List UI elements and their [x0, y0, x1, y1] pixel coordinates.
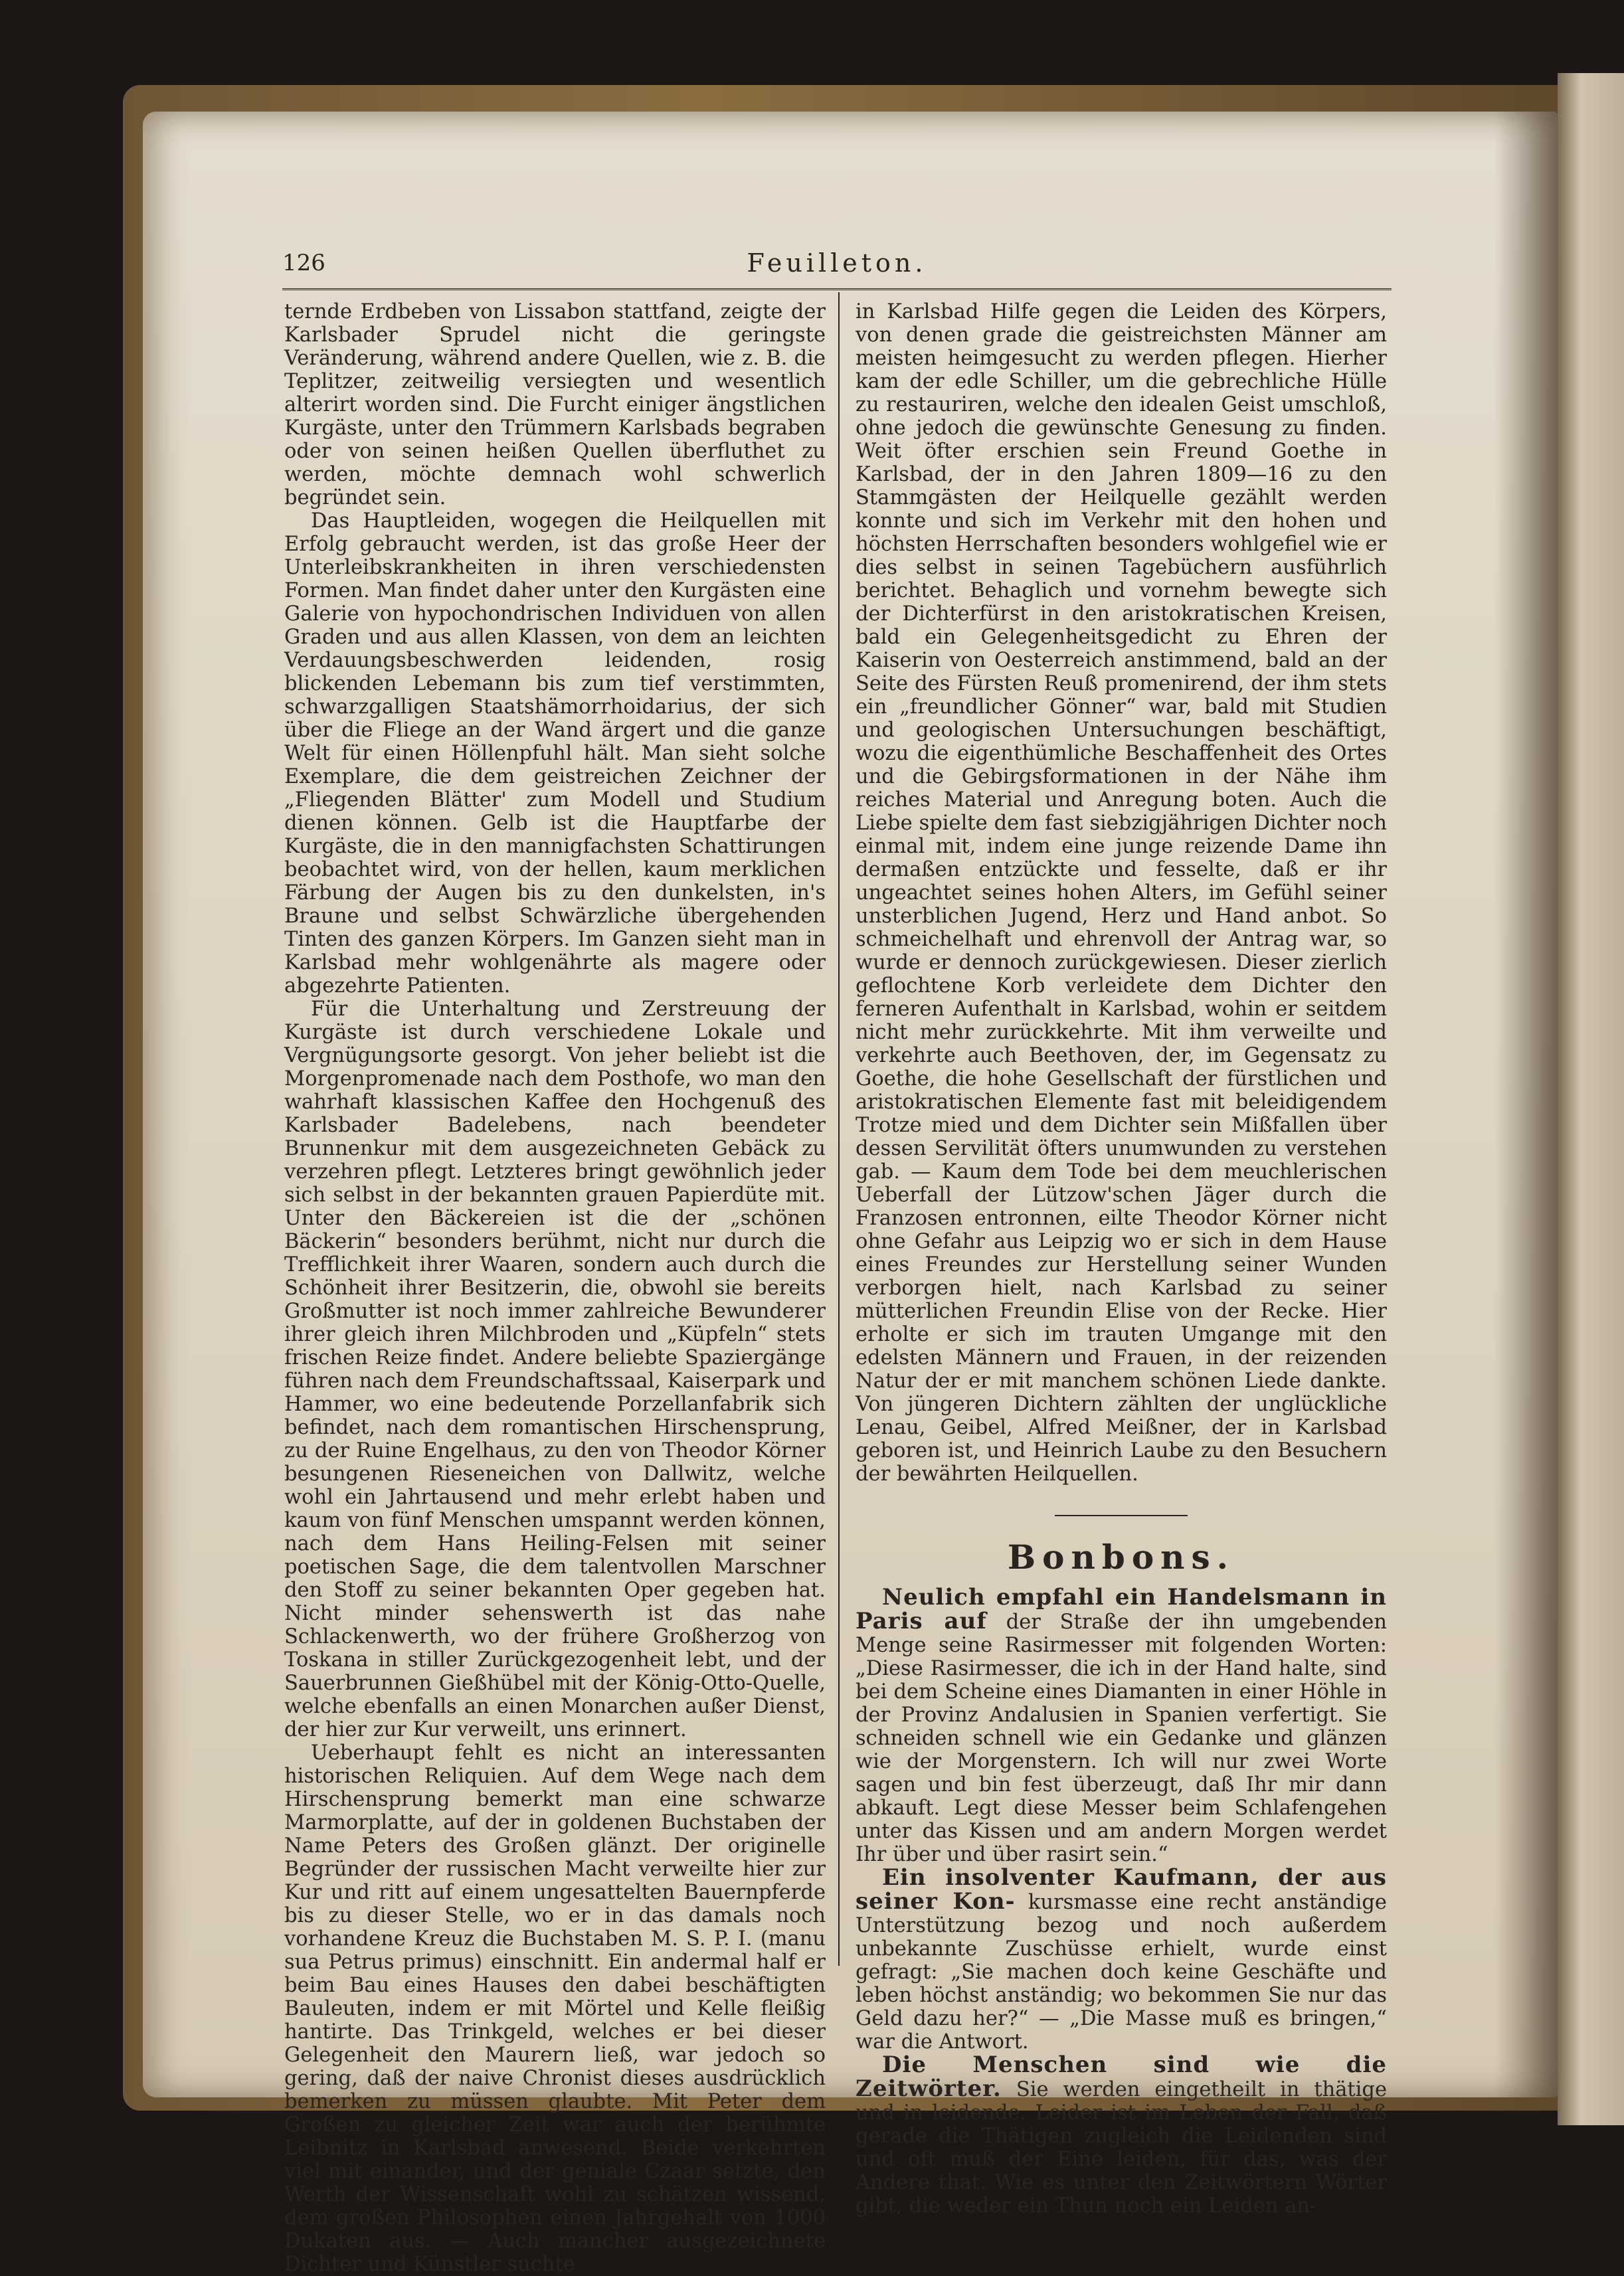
left-column [284, 300, 826, 2276]
section-rule [1055, 1515, 1188, 1516]
paragraph: Für die Unterhaltung und Zerstreuung der Kurgäste ist durch verschiedene Lokale und Vergnügungsorte gesorgt. Von jeher beliebt ist die Morgenpromenade nach dem Posthofe, wo man den wahrhaft klassischen Kaffee den Hochgenuß des Karlsbader Badelebens, nach beendeter Brunnenkur mit dem ausgezeichneten Gebäck zu verzehren pflegt. Letzteres bringt gewöhnlich jeder sich selbst in der bekannten grauen Papierdüte mit. Unter den Bäckereien ist die der „schönen Bäckerin“ besonders berühmt, nicht nur durch die Trefflichkeit ihrer Waaren, sondern auch durch die Schönheit ihrer Besitzerin, die, obwohl sie bereits Großmutter ist noch immer zahlreiche Bewunderer ihrer gleich ihren Milchbroden und „Küpfeln“ stets frischen Reize findet. Andere beliebte Spaziergänge führen nach dem Freundschaftssaal, Kaiserpark und Hammer, wo eine bedeutende Porzellanfabrik sich befindet, nach dem romantischen Hirschensprung, zu der Ruine Engelhaus, zu den von Theodor Körner besungenen Rieseneichen von Dallwitz, welche wohl ein Jahrtausend und mehr erlebt haben und kaum von fünf Menschen umspannt werden können, nach dem Hans Heiling-Felsen mit seiner poetischen Sage, die dem talentvollen Marschner den Stoff zu seiner bekannten Oper gegeben hat. Nicht minder sehenswerth ist das nahe Schlackenwerth, wo der frühere Großherzog von Toskana in stiller Zurückgezogenheit lebt, und der Sauerbrunnen Gießhübel mit der König-Otto-Quelle, welche ebenfalls an einen Monarchen außer Dienst, der hier zur Kur verweilt, uns erinnert. [284, 998, 826, 1741]
paragraph: Das Hauptleiden, wogegen die Heilquellen mit Erfolg gebraucht werden, ist das große Heer der Unterleibskrankheiten in ihren verschiedensten Formen. Man findet daher unter den Kurgästen eine Galerie von hypochondrischen Individuen von allen Graden und aus allen Klassen, von dem an leichten Verdauungsbeschwerden leidenden, rosig blickenden Lebemann bis zum tief verstimmten, schwarzgalligen Staatshämorrhoidarius, der sich über die Fliege an der Wand ärgert und die ganze Welt für einen Höllenpfuhl hält. Man sieht solche Exemplare, die dem geistreichen Zeichner der „Fliegenden Blätter' zum Modell und Studium dienen können. Gelb ist die Hauptfarbe der Kurgäste, die in den mannigfachsten Schattirungen beobachtet wird, von der hellen, kaum merklichen Färbung der Augen bis zu den dunkelsten, in's Braune und selbst Schwärzliche übergehenden Tinten des ganzen Körpers. Im Ganzen sieht man in Karlsbad mehr wohlgenährte als magere oder abgezehrte Patienten. [284, 509, 826, 998]
anecdote-text: Sie werden eingetheilt in thätige und in leidende. Leider ist im Leben der Fall, daß gerade die Thätigen zugleich die Leidenden sind und oft muß der Eine leiden, für das, was der Andere that. Wie es unter den Zeitwörtern Wörter gibt, die weder ein Thun noch ein Leiden an- [856, 2078, 1387, 2218]
page-number: 126 [282, 250, 325, 276]
section-title: Feuilleton. [747, 248, 927, 278]
anecdote-text: kursmasse eine recht anständige Unterstützung bezog und noch außerdem unbekannte Zuschüsse erhielt, wurde einst gefragt: „Sie machen doch keine Geschäfte und leben höchst anständig; wo bekommen Sie nur das Geld dazu her?“ — „Die Masse muß es bringen,“ war die Antwort. [856, 1891, 1387, 2054]
spine-shadow [1494, 112, 1558, 2097]
anecdote [856, 1586, 1387, 1866]
anecdote [856, 1866, 1387, 2054]
paragraph: ternde Erdbeben von Lissabon stattfand, zeigte der Karlsbader Sprudel nicht die geringste Veränderung, während andere Quellen, wie z. B. die Teplitzer, zeitweilig versiegten und wesentlich alterirt worden sind. Die Furcht einiger ängstlichen Kurgäste, unter den Trümmern Karlsbads begraben oder von seinen heißen Quellen überfluthet zu werden, möchte demnach wohl schwerlich begründet sein. [284, 300, 826, 509]
anecdote [856, 2054, 1387, 2218]
column-divider [838, 292, 840, 1966]
paragraph: in Karlsbad Hilfe gegen die Leiden des Körpers, von denen grade die geistreichsten Männer am meisten heimgesucht zu werden pflegen. Hierher kam der edle Schiller, um die gebrechliche Hülle zu restauriren, welche den idealen Geist umschloß, ohne jedoch die gewünschte Genesung zu finden. Weit öfter erschien sein Freund Goethe in Karlsbad, der in den Jahren 1809—16 zu den Stammgästen der Heilquelle gezählt werden konnte und sich im Verkehr mit den hohen und höchsten Herrschaften besonders wohlgefiel wie er dies selbst in seinen Tagebüchern ausführlich berichtet. Behaglich und vornehm bewegte sich der Dichterfürst in den aristokratischen Kreisen, bald ein Gelegenheitsgedicht zu Ehren der Kaiserin von Oesterreich anstimmend, bald an der Seite des Fürsten Reuß promenirend, der ihm stets ein „freundlicher Gönner“ war, bald mit Studien und geologischen Untersuchungen beschäftigt, wozu die eigenthümliche Beschaffenheit des Ortes und die Gebirgsformationen in der Nähe ihm reiches Material und Anregung boten. Auch die Liebe spielte dem fast siebzigjährigen Dichter noch einmal mit, indem eine junge reizende Dame ihn dermaßen entzückte und fesselte, daß er ihr ungeachtet seines hohen Alters, im Gefühl seiner unsterblichen Jugend, Herz und Hand anbot. So schmeichelhaft und ehrenvoll der Antrag war, so wurde er dennoch zurückgewiesen. Dieser zierlich geflochtene Korb verleidete dem Dichter den ferneren Aufenthalt in Karlsbad, wohin er seitdem nicht mehr zurückkehrte. Mit ihm verweilte und verkehrte auch Beethoven, der, im Gegensatz zu Goethe, die hohe Gesellschaft der fürstlichen und aristokratischen Elemente fast mit beleidigendem Trotze mied und dem Dichter sein Mißfallen über dessen Servilität öfters unumwunden zu verstehen gab. — Kaum dem Tode bei dem meuchlerischen Ueberfall der Lützow'schen Jäger durch die Franzosen entronnen, eilte Theodor Körner nicht ohne Gefahr aus Leipzig wo er sich in dem Hause eines Freundes zur Herstellung seiner Wunden verborgen hielt, nach Karlsbad zu seiner mütterlichen Freundin Elise von der Recke. Hier erholte er sich im trauten Umgange mit den edelsten Männern und Frauen, in der reizenden Natur der er mit manchem schönen Liede dankte. Von jüngeren Dichtern zählten der unglückliche Lenau, Geibel, Alfred Meißner, der in Karlsbad geboren ist, und Heinrich Laube zu den Besuchern der bewährten Heilquellen. [856, 300, 1387, 1486]
running-header [282, 247, 1392, 290]
bonbons-heading: Bonbons. [1007, 1537, 1235, 1577]
adjacent-page [1558, 73, 1624, 2125]
anecdote-lead: Ein insolventer Kaufmann, der aus seiner Kon- [856, 1864, 1387, 1915]
anecdote-lead: Neulich empfahl ein Handelsmann in Paris auf [856, 1584, 1387, 1634]
anecdote-lead: Die Menschen sind wie die Zeitwörter. [856, 2052, 1387, 2102]
right-column [856, 300, 1387, 2218]
paragraph: Ueberhaupt fehlt es nicht an interessanten historischen Reliquien. Auf dem Wege nach dem Hirschensprung bemerkt man eine schwarze Marmorplatte, auf der in goldenen Buchstaben der Name Peters des Großen glänzt. Der originelle Begründer der russischen Macht verweilte hier zur Kur und ritt auf einem ungesattelten Bauernpferde bis zu dieser Stelle, wo er in das damals noch vorhandene Kreuz die Buchstaben M. S. P. I. (manu sua Petrus primus) einschnitt. Ein andermal half er beim Bau eines Hauses den dabei beschäftigten Bauleuten, indem er mit Mörtel und Kelle fleißig hantirte. Das Trinkgeld, welches er bei dieser Gelegenheit den Maurern ließ, war jedoch so gering, daß der naive Chronist dieses ausdrücklich bemerken zu müssen glaubte. Mit Peter dem Großen zu gleicher Zeit war auch der berühmte Leibnitz in Karlsbad anwesend. Beide verkehrten viel mit einander, und der geniale Czaar setzte, den Werth der Wissenschaft wohl zu schätzen wissend, dem großen Philosophen einen Jahrgehalt von 1000 Dukaten aus. — Auch mancher ausgezeichnete Dichter und Künstler suchte [284, 1741, 826, 2276]
anecdote-text: der Straße der ihn umgebenden Menge seine Rasirmesser mit folgenden Worten: „Diese Rasirmesser, die ich in der Hand halte, sind bei dem Scheine eines Diamanten in einer Höhle in der Provinz Andalusien in Spanien verfertigt. Sie schneiden schnell wie ein Gedanke und glänzen wie der Morgenstern. Ich will nur zwei Worte sagen und bin fest überzeugt, daß Ihr mir dann abkauft. Legt diese Messer beim Schlafengehen unter das Kissen und am andern Morgen werdet Ihr über und über rasirt sein.“ [856, 1611, 1387, 1866]
